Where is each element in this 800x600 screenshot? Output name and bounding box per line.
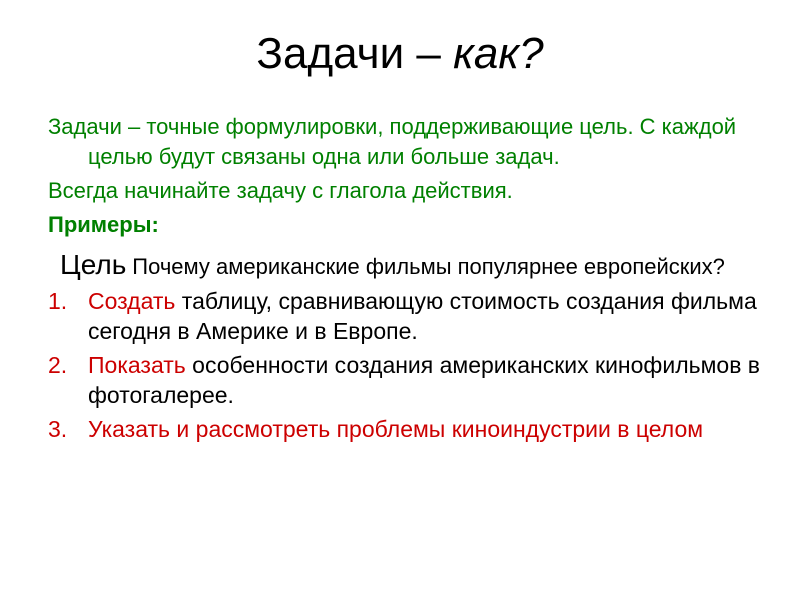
instruction-paragraph: Всегда начинайте задачу с глагола действия. bbox=[48, 178, 513, 203]
task-number: 2. bbox=[48, 352, 68, 378]
task-number: 3. bbox=[48, 416, 68, 442]
task-verb: Показать bbox=[88, 352, 186, 378]
task-text: особенности создания американских кинофильмов в фотогалерее. bbox=[88, 352, 761, 408]
title-normal: Задачи – bbox=[256, 29, 454, 78]
goal-head: Цель bbox=[60, 249, 127, 280]
task-item bbox=[48, 350, 778, 410]
slide-title bbox=[0, 28, 800, 80]
task-verb: Создать bbox=[88, 288, 176, 314]
title-italic: как? bbox=[453, 29, 544, 78]
goal-line bbox=[60, 250, 778, 282]
task-verb: Указать и рассмотреть проблемы киноиндустрии в целом bbox=[88, 416, 704, 442]
task-item bbox=[48, 414, 778, 444]
task-list bbox=[48, 286, 778, 444]
task-text: таблицу, сравнивающую стоимость создания фильма сегодня в Америке и в Европе. bbox=[88, 288, 757, 344]
examples-label: Примеры: bbox=[48, 212, 159, 237]
definition-paragraph: Задачи – точные формулировки, поддерживающие цель. С каждой целью будут связаны одна или больше задач. bbox=[48, 114, 737, 169]
goal-text: Почему американские фильмы популярнее европейских? bbox=[132, 254, 725, 279]
task-number: 1. bbox=[48, 288, 68, 314]
task-item bbox=[48, 286, 778, 346]
slide-content bbox=[48, 112, 778, 448]
